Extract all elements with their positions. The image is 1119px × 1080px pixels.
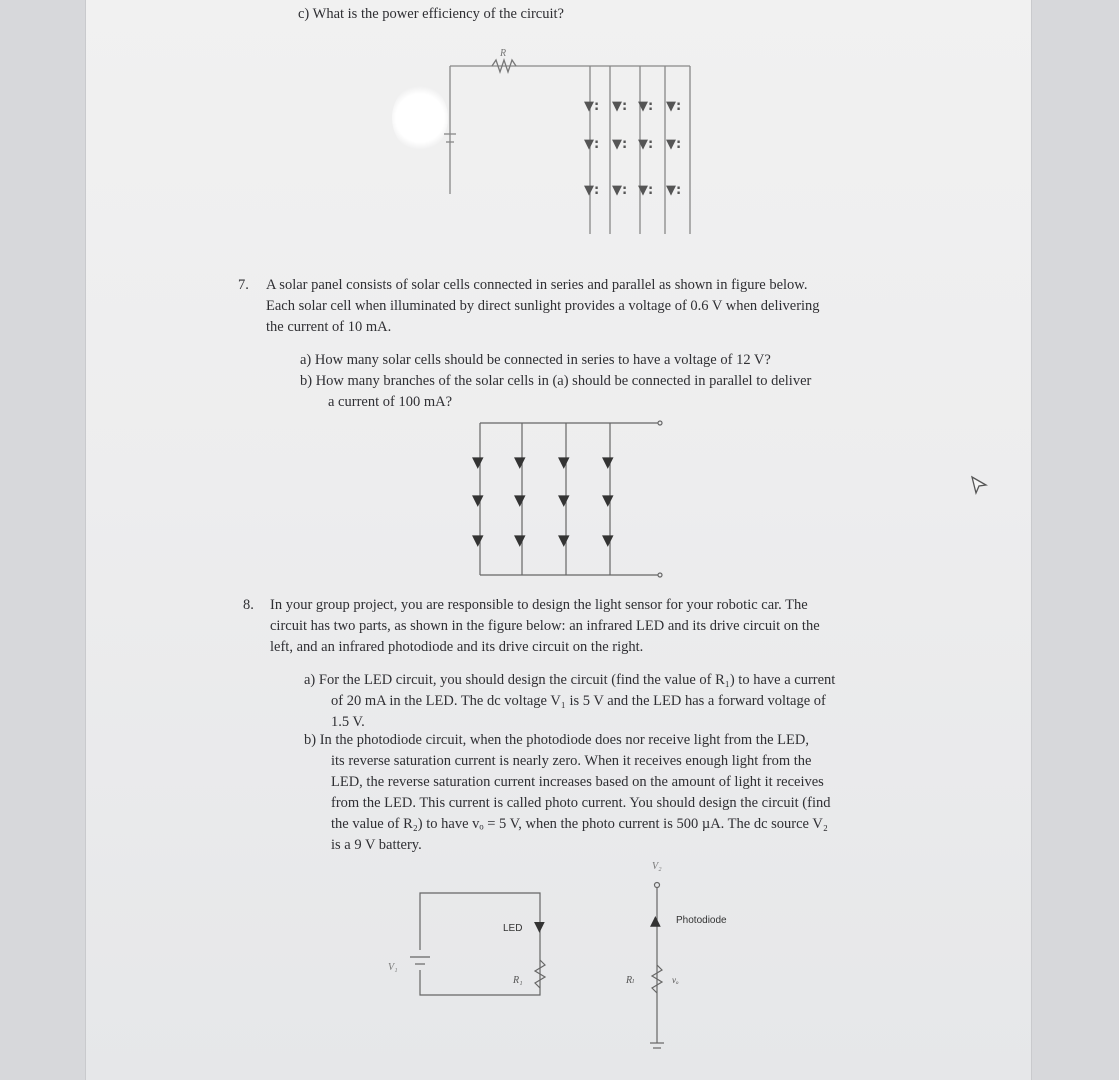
solar-array-top-diagram xyxy=(440,44,720,244)
question-7-line: Each solar cell when illuminated by direct sunlight provides a voltage of 0.6 V when delivering xyxy=(266,298,820,314)
question-7b: b) How many branches of the solar cells in (a) should be connected in parallel to deliver xyxy=(300,373,812,389)
solar-cell: ▼ xyxy=(472,491,484,509)
question-8b: b) In the photodiode circuit, when the photodiode does nor receive light from the LED, xyxy=(304,732,809,748)
solar-cell: ▼ xyxy=(472,531,484,549)
figure-light-sensor-circuit xyxy=(380,855,780,1055)
solar-cell: ▼: xyxy=(666,183,682,198)
v2-label: V₂ xyxy=(652,861,662,872)
photodiode-symbol-icon: ▲ xyxy=(650,913,661,929)
resistor-label: R xyxy=(500,48,507,59)
solar-cell: ▼: xyxy=(638,183,654,198)
solar-array-diagram xyxy=(460,415,670,585)
solar-cell: ▼: xyxy=(638,137,654,152)
question-8-line: circuit has two parts, as shown in the figure below: an infrared LED and its drive circuit on the xyxy=(270,618,820,634)
question-7-line: the current of 10 mA. xyxy=(266,319,392,335)
question-7-number: 7. xyxy=(238,277,249,293)
question-8b: from the LED. This current is called photo current. You should design the circuit (find xyxy=(331,795,831,811)
question-8a: of 20 mA in the LED. The dc voltage V₁ is 5 V and the LED has a forward voltage of xyxy=(331,693,826,709)
photodiode-label: Photodiode xyxy=(676,915,727,926)
solar-cell: ▼ xyxy=(514,453,526,471)
solar-cell: ▼: xyxy=(584,137,600,152)
light-sensor-circuit-diagram xyxy=(380,855,780,1055)
solar-cell: ▼: xyxy=(638,99,654,114)
solar-cell: ▼ xyxy=(558,453,570,471)
question-8a: 1.5 V. xyxy=(331,714,365,730)
v1-label: V₁ xyxy=(388,962,398,973)
figure-solar-array-top xyxy=(440,44,720,244)
figure-solar-array xyxy=(460,415,670,585)
solar-cell: ▼ xyxy=(602,453,614,471)
question-8b: the value of R₂) to have vₒ = 5 V, when the photo current is 500 µA. The dc source V₂ xyxy=(331,816,828,832)
solar-cell: ▼: xyxy=(584,99,600,114)
solar-cell: ▼ xyxy=(558,531,570,549)
vo-label: vₒ xyxy=(672,975,679,985)
led-symbol-icon: ▼ xyxy=(534,919,545,935)
solar-cell: ▼: xyxy=(612,137,628,152)
cursor-icon xyxy=(970,475,988,502)
solar-cell: ▼ xyxy=(514,531,526,549)
led-label: LED xyxy=(503,923,523,934)
solar-cell: ▼ xyxy=(514,491,526,509)
solar-cell: ▼ xyxy=(602,491,614,509)
solar-cell: ▼ xyxy=(558,491,570,509)
solar-cell: ▼: xyxy=(612,183,628,198)
question-7a: a) How many solar cells should be connected in series to have a voltage of 12 V? xyxy=(300,352,771,368)
question-8-line: left, and an infrared photodiode and its drive circuit on the right. xyxy=(270,639,644,655)
solar-cell: ▼ xyxy=(472,453,484,471)
r1-label: R₁ xyxy=(513,975,523,986)
solar-cell: ▼: xyxy=(612,99,628,114)
question-6c: c) What is the power efficiency of the circuit? xyxy=(298,6,564,22)
question-8a: a) For the LED circuit, you should design the circuit (find the value of R₁) to have a current xyxy=(304,672,836,688)
rl-label: Rₗ xyxy=(626,975,635,986)
solar-cell: ▼ xyxy=(602,531,614,549)
solar-cell: ▼: xyxy=(666,99,682,114)
question-8-number: 8. xyxy=(243,597,254,613)
question-8-line: In your group project, you are responsible to design the light sensor for your robotic car. The xyxy=(270,597,808,613)
solar-cell: ▼: xyxy=(584,183,600,198)
question-7b: a current of 100 mA? xyxy=(328,394,453,410)
solar-cell: ▼: xyxy=(666,137,682,152)
question-8b: is a 9 V battery. xyxy=(331,837,422,853)
question-8b: its reverse saturation current is nearly zero. When it receives enough light from the xyxy=(331,753,812,769)
question-8b: LED, the reverse saturation current increases based on the amount of light it receives xyxy=(331,774,824,790)
question-7-line: A solar panel consists of solar cells connected in series and parallel as shown in figure below. xyxy=(266,277,808,293)
